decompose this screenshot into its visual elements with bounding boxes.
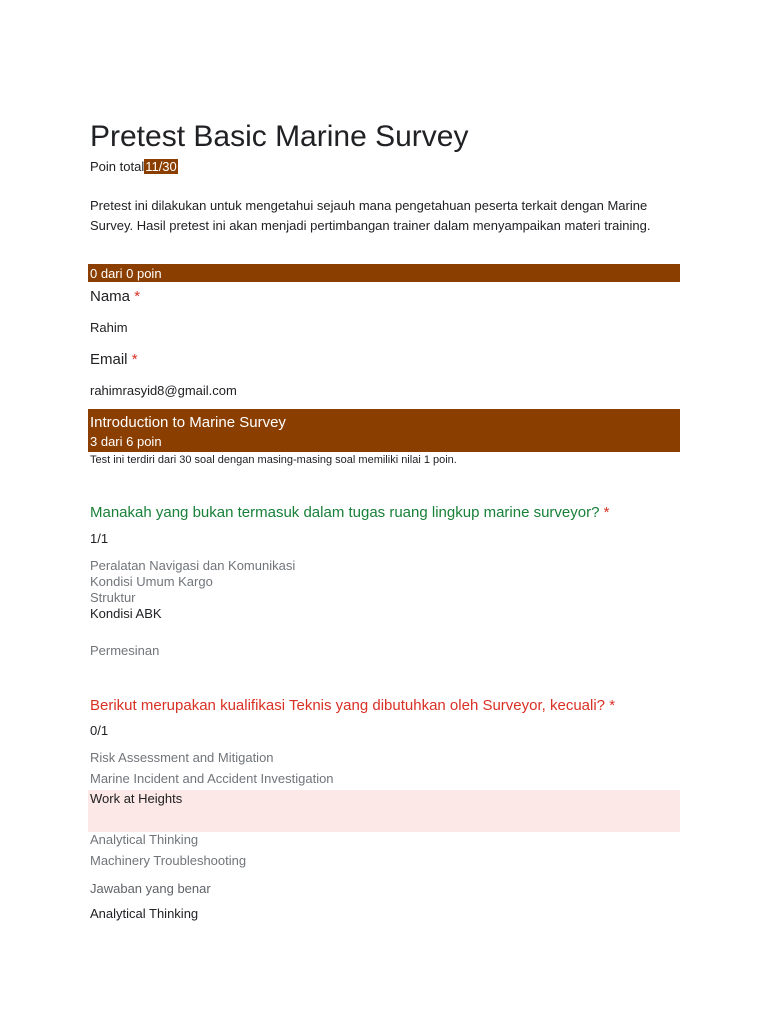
question-1-option: Struktur — [90, 590, 136, 605]
email-answer: rahimrasyid8@gmail.com — [90, 383, 237, 398]
email-question-label: Email — [90, 351, 128, 368]
required-marker: * — [603, 504, 610, 521]
total-score-label: Poin total — [90, 159, 145, 174]
total-score-line — [90, 158, 178, 176]
question-2-option: Marine Incident and Accident Investigation — [90, 771, 334, 786]
name-question — [90, 287, 140, 307]
name-question-label: Nama — [90, 288, 131, 305]
question-1-option: Peralatan Navigasi dan Komunikasi — [90, 558, 296, 573]
question-1-selected-option: Kondisi ABK — [90, 606, 162, 621]
correct-answer-label: Jawaban yang benar — [90, 881, 211, 896]
question-2-selected-option: Work at Heights — [90, 791, 183, 806]
question-1-title — [90, 503, 609, 523]
section-header — [88, 409, 680, 452]
email-question — [90, 350, 138, 370]
question-1-points: 1/1 — [90, 531, 109, 546]
question-2-text: Berikut merupakan kualifikasi Teknis yang dibutuhkan oleh Surveyor, kecuali? — [90, 697, 606, 714]
section-note: Test ini terdiri dari 30 soal dengan masing-masing soal memiliki nilai 1 poin. — [90, 454, 457, 466]
section-score: 3 dari 6 poin — [90, 434, 162, 449]
question-1-text: Manakah yang bukan termasuk dalam tugas ruang lingkup marine surveyor? — [90, 504, 600, 521]
correct-answer-value: Analytical Thinking — [90, 906, 199, 921]
required-marker: * — [609, 697, 616, 714]
question-2-title — [90, 696, 615, 716]
question-2-option: Risk Assessment and Mitigation — [90, 750, 274, 765]
section-title: Introduction to Marine Survey — [90, 414, 286, 431]
form-title: Pretest Basic Marine Survey — [90, 120, 469, 153]
name-answer: Rahim — [90, 320, 128, 335]
required-marker: * — [131, 351, 138, 368]
form-description: Pretest ini dilakukan untuk mengetahui sejauh mana pengetahuan peserta terkait dengan Marine Survey. Hasil pretest ini akan menjadi pertimbangan trainer dalam menyampaikan materi training. — [90, 198, 651, 233]
question-2-option: Analytical Thinking — [90, 832, 199, 847]
identity-score-bar: 0 dari 0 poin — [88, 264, 680, 282]
question-2-option: Machinery Troubleshooting — [90, 853, 247, 868]
required-marker: * — [134, 288, 141, 305]
question-2-points: 0/1 — [90, 723, 109, 738]
total-score-badge: 11/30 — [145, 159, 177, 174]
question-1-option: Kondisi Umum Kargo — [90, 574, 213, 589]
question-1-option: Permesinan — [90, 643, 160, 658]
